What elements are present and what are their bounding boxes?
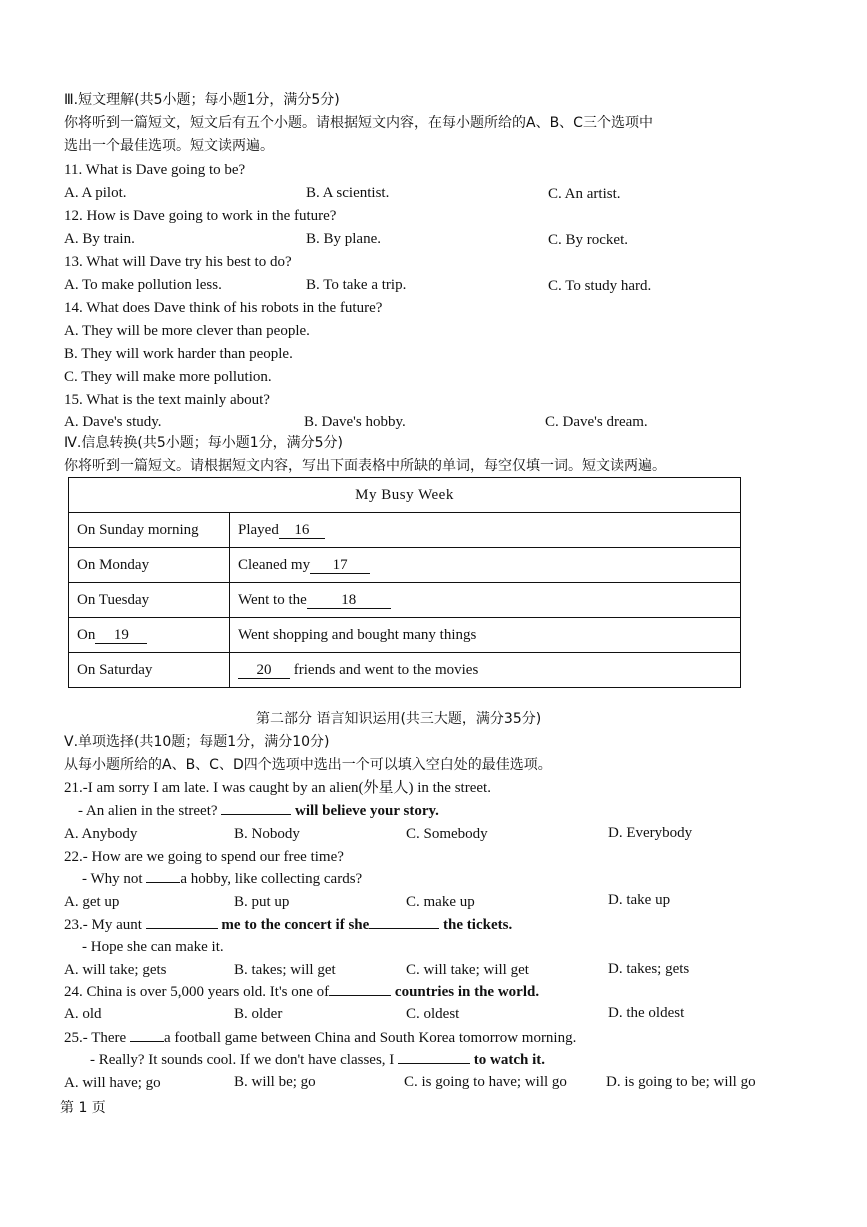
- table-row: [69, 513, 741, 548]
- table-row: [69, 548, 741, 583]
- q14-option-b: B. They will work harder than people.: [64, 346, 293, 362]
- q11-option-b: B. A scientist.: [306, 185, 390, 201]
- page-number: 第 1 页: [60, 1100, 106, 1116]
- q25-stem: [64, 1028, 576, 1048]
- q25-stem-end: a football game between China and South Korea tomorrow morning.: [163, 1030, 577, 1046]
- q25-blank-1: [130, 1041, 164, 1042]
- q13-option-c: C. To study hard.: [548, 278, 652, 294]
- q21-option-a: A. Anybody: [64, 826, 138, 842]
- table-day-cell: On Tuesday: [69, 583, 230, 618]
- q22-blank: [146, 882, 180, 883]
- q21-option-d: D. Everybody: [608, 825, 693, 841]
- q14-option-a: A. They will be more clever than people.: [64, 323, 310, 339]
- q15-option-c: C. Dave's dream.: [545, 414, 648, 430]
- q14-stem: 14. What does Dave think of his robots in the future?: [64, 300, 383, 316]
- q21-reply-text: - An alien in the street?: [78, 803, 218, 819]
- q23-option-a: A. will take; gets: [64, 962, 167, 978]
- table-activity-cell: [230, 653, 741, 688]
- section3-heading: Ⅲ.短文理解(共5小题；每小题1分，满分5分): [64, 92, 340, 108]
- q12-option-b: B. By plane.: [306, 231, 381, 247]
- q15-stem: 15. What is the text mainly about?: [64, 392, 270, 408]
- section5-instruction: 从每小题所给的A、B、C、D四个选项中选出一个可以填入空白处的最佳选项。: [64, 757, 552, 773]
- table-row: [69, 653, 741, 688]
- table-title: My Busy Week: [69, 478, 741, 513]
- q25-reply-text: - Really? It sounds cool. If we don't have classes, I: [90, 1052, 395, 1068]
- q25-blank-2: [398, 1063, 470, 1064]
- section3-instruction-line2: 选出一个最佳选项。短文读两遍。: [64, 138, 274, 154]
- q24-option-d: D. the oldest: [608, 1005, 685, 1021]
- q21-blank: [221, 814, 291, 815]
- q24-option-b: B. older: [234, 1006, 283, 1022]
- q23-stem-middle: me to the concert if she: [221, 917, 370, 933]
- q22-option-c: C. make up: [406, 894, 475, 910]
- q13-option-b: B. To take a trip.: [306, 277, 407, 293]
- q25-reply-end: to watch it.: [473, 1052, 546, 1068]
- q24-option-c: C. oldest: [406, 1006, 460, 1022]
- table-day-cell: [69, 618, 230, 653]
- q23-reply: - Hope she can make it.: [82, 939, 224, 955]
- q23-option-d: D. takes; gets: [608, 961, 690, 977]
- q21-reply-end: will believe your story.: [295, 803, 439, 819]
- q13-option-a: A. To make pollution less.: [64, 277, 222, 293]
- q25-reply: [90, 1050, 545, 1070]
- q11-option-c: C. An artist.: [548, 186, 621, 202]
- activity-text: friends and went to the movies: [293, 661, 479, 678]
- q22-option-b: B. put up: [234, 894, 290, 910]
- busy-week-table: [68, 477, 741, 688]
- q15-option-a: A. Dave's study.: [64, 414, 162, 430]
- q23-stem-end: the tickets.: [443, 917, 513, 933]
- q21-reply: [78, 801, 439, 821]
- q23-stem-start: 23.- My aunt: [64, 917, 142, 933]
- table-title-row: [69, 478, 741, 513]
- activity-text: Went to the: [238, 591, 307, 608]
- q22-reply: [82, 869, 362, 889]
- q12-stem: 12. How is Dave going to work in the future?: [64, 208, 337, 224]
- q15-option-b: B. Dave's hobby.: [304, 414, 406, 430]
- table-activity-cell: [230, 513, 741, 548]
- q25-option-d: D. is going to be; will go: [606, 1074, 756, 1090]
- q23-option-c: C. will take; will get: [406, 962, 529, 978]
- q24-stem-start: 24. China is over 5,000 years old. It's one of: [64, 984, 330, 1000]
- q25-option-c: C. is going to have; will go: [404, 1074, 567, 1090]
- q24-blank: [329, 995, 391, 996]
- q23-stem: [64, 915, 512, 935]
- activity-text: Cleaned my: [238, 556, 311, 573]
- answer-blank-19: 19: [95, 627, 147, 644]
- table-row: [69, 583, 741, 618]
- section4-heading: Ⅳ.信息转换(共5小题；每小题1分，满分5分): [64, 435, 344, 451]
- q14-option-c: C. They will make more pollution.: [64, 369, 272, 385]
- table-row: [69, 618, 741, 653]
- q22-reply-end: a hobby, like collecting cards?: [180, 871, 363, 887]
- section5-heading: Ⅴ.单项选择(共10题；每题1分，满分10分): [64, 734, 330, 750]
- q23-option-b: B. takes; will get: [234, 962, 336, 978]
- q13-stem: 13. What will Dave try his best to do?: [64, 254, 292, 270]
- part2-heading: 第二部分 语言知识运用(共三大题，满分35分): [256, 711, 542, 727]
- q21-option-c: C. Somebody: [406, 826, 488, 842]
- q24-stem: [64, 982, 539, 1002]
- section4-instruction: 你将听到一篇短文。请根据短文内容，写出下面表格中所缺的单词，每空仅填一词。短文读两遍。: [64, 458, 666, 474]
- q21-option-b: B. Nobody: [234, 826, 300, 842]
- q25-option-a: A. will have; go: [64, 1075, 161, 1091]
- table-activity-cell: Went shopping and bought many things: [230, 618, 741, 653]
- answer-blank-16: 16: [279, 522, 325, 539]
- q11-option-a: A. A pilot.: [64, 185, 127, 201]
- q22-option-d: D. take up: [608, 892, 671, 908]
- q12-option-c: C. By rocket.: [548, 232, 628, 248]
- q24-option-a: A. old: [64, 1006, 102, 1022]
- q21-stem: 21.-I am sorry I am late. I was caught by an alien(外星人) in the street.: [64, 780, 491, 796]
- q24-stem-end: countries in the world.: [394, 984, 540, 1000]
- q22-stem: 22.- How are we going to spend our free time?: [64, 849, 344, 865]
- q12-option-a: A. By train.: [64, 231, 135, 247]
- table-activity-cell: [230, 548, 741, 583]
- activity-text: Played: [238, 521, 279, 538]
- answer-blank-18: 18: [307, 592, 391, 609]
- day-text: On: [77, 626, 96, 643]
- q23-blank-1: [146, 928, 218, 929]
- table-day-cell: On Saturday: [69, 653, 230, 688]
- q11-stem: 11. What is Dave going to be?: [64, 162, 246, 178]
- q22-reply-text: - Why not: [82, 871, 143, 887]
- q23-blank-2: [369, 928, 439, 929]
- q25-stem-start: 25.- There: [64, 1030, 127, 1046]
- q22-option-a: A. get up: [64, 894, 120, 910]
- answer-blank-17: 17: [310, 557, 370, 574]
- answer-blank-20: 20: [238, 662, 290, 679]
- table-day-cell: On Sunday morning: [69, 513, 230, 548]
- section3-instruction-line1: 你将听到一篇短文，短文后有五个小题。请根据短文内容，在每小题所给的A、B、C三个选项中: [64, 115, 653, 131]
- table-day-cell: On Monday: [69, 548, 230, 583]
- table-activity-cell: [230, 583, 741, 618]
- q25-option-b: B. will be; go: [234, 1074, 316, 1090]
